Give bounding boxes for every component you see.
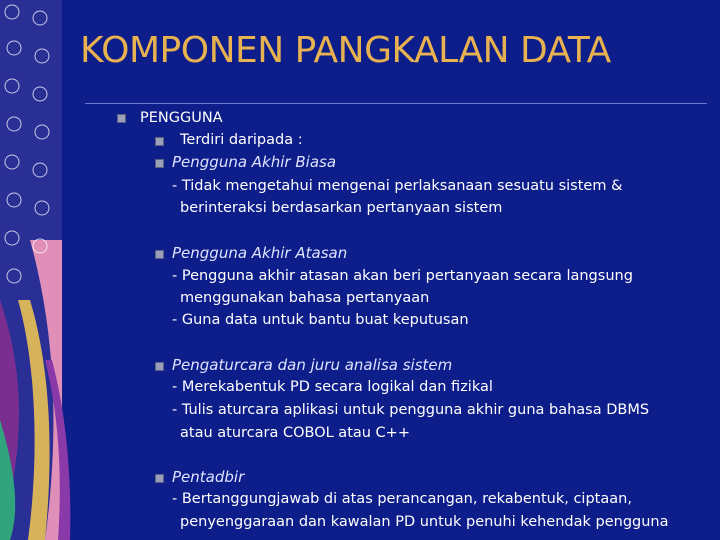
page-title: KOMPONEN PANGKALAN DATA bbox=[80, 30, 611, 71]
group-line: menggunakan bahasa pertanyaan bbox=[180, 290, 430, 306]
section-heading: PENGGUNA bbox=[140, 110, 223, 126]
bullet-icon bbox=[155, 474, 164, 483]
intro-text: Terdiri daripada : bbox=[180, 132, 303, 148]
bullet-icon bbox=[155, 362, 164, 371]
group-heading: Pengguna Akhir Atasan bbox=[172, 244, 348, 262]
group-line: - Guna data untuk bantu buat keputusan bbox=[172, 312, 469, 328]
group-line: penyenggaraan dan kawalan PD untuk penuhi kehendak pengguna bbox=[180, 514, 669, 530]
group-line: berinteraksi berdasarkan pertanyaan sistem bbox=[180, 200, 503, 216]
bullet-icon bbox=[117, 114, 126, 123]
bullet-icon bbox=[155, 250, 164, 259]
group-line: - Tidak mengetahui mengenai perlaksanaan sesuatu sistem & bbox=[172, 178, 623, 194]
bullet-icon bbox=[155, 159, 164, 168]
group-line: atau aturcara COBOL atau C++ bbox=[180, 425, 410, 441]
bullet-icon bbox=[155, 137, 164, 146]
group-line: - Merekabentuk PD secara logikal dan fizikal bbox=[172, 379, 493, 395]
group-heading: Pengguna Akhir Biasa bbox=[172, 153, 337, 171]
group-line: - Bertanggungjawab di atas perancangan, rekabentuk, ciptaan, bbox=[172, 491, 632, 507]
group-heading: Pengaturcara dan juru analisa sistem bbox=[172, 356, 453, 374]
group-line: - Pengguna akhir atasan akan beri pertanyaan secara langsung bbox=[172, 268, 633, 284]
group-line: - Tulis aturcara aplikasi untuk pengguna akhir guna bahasa DBMS bbox=[172, 402, 650, 418]
group-heading: Pentadbir bbox=[172, 468, 245, 486]
